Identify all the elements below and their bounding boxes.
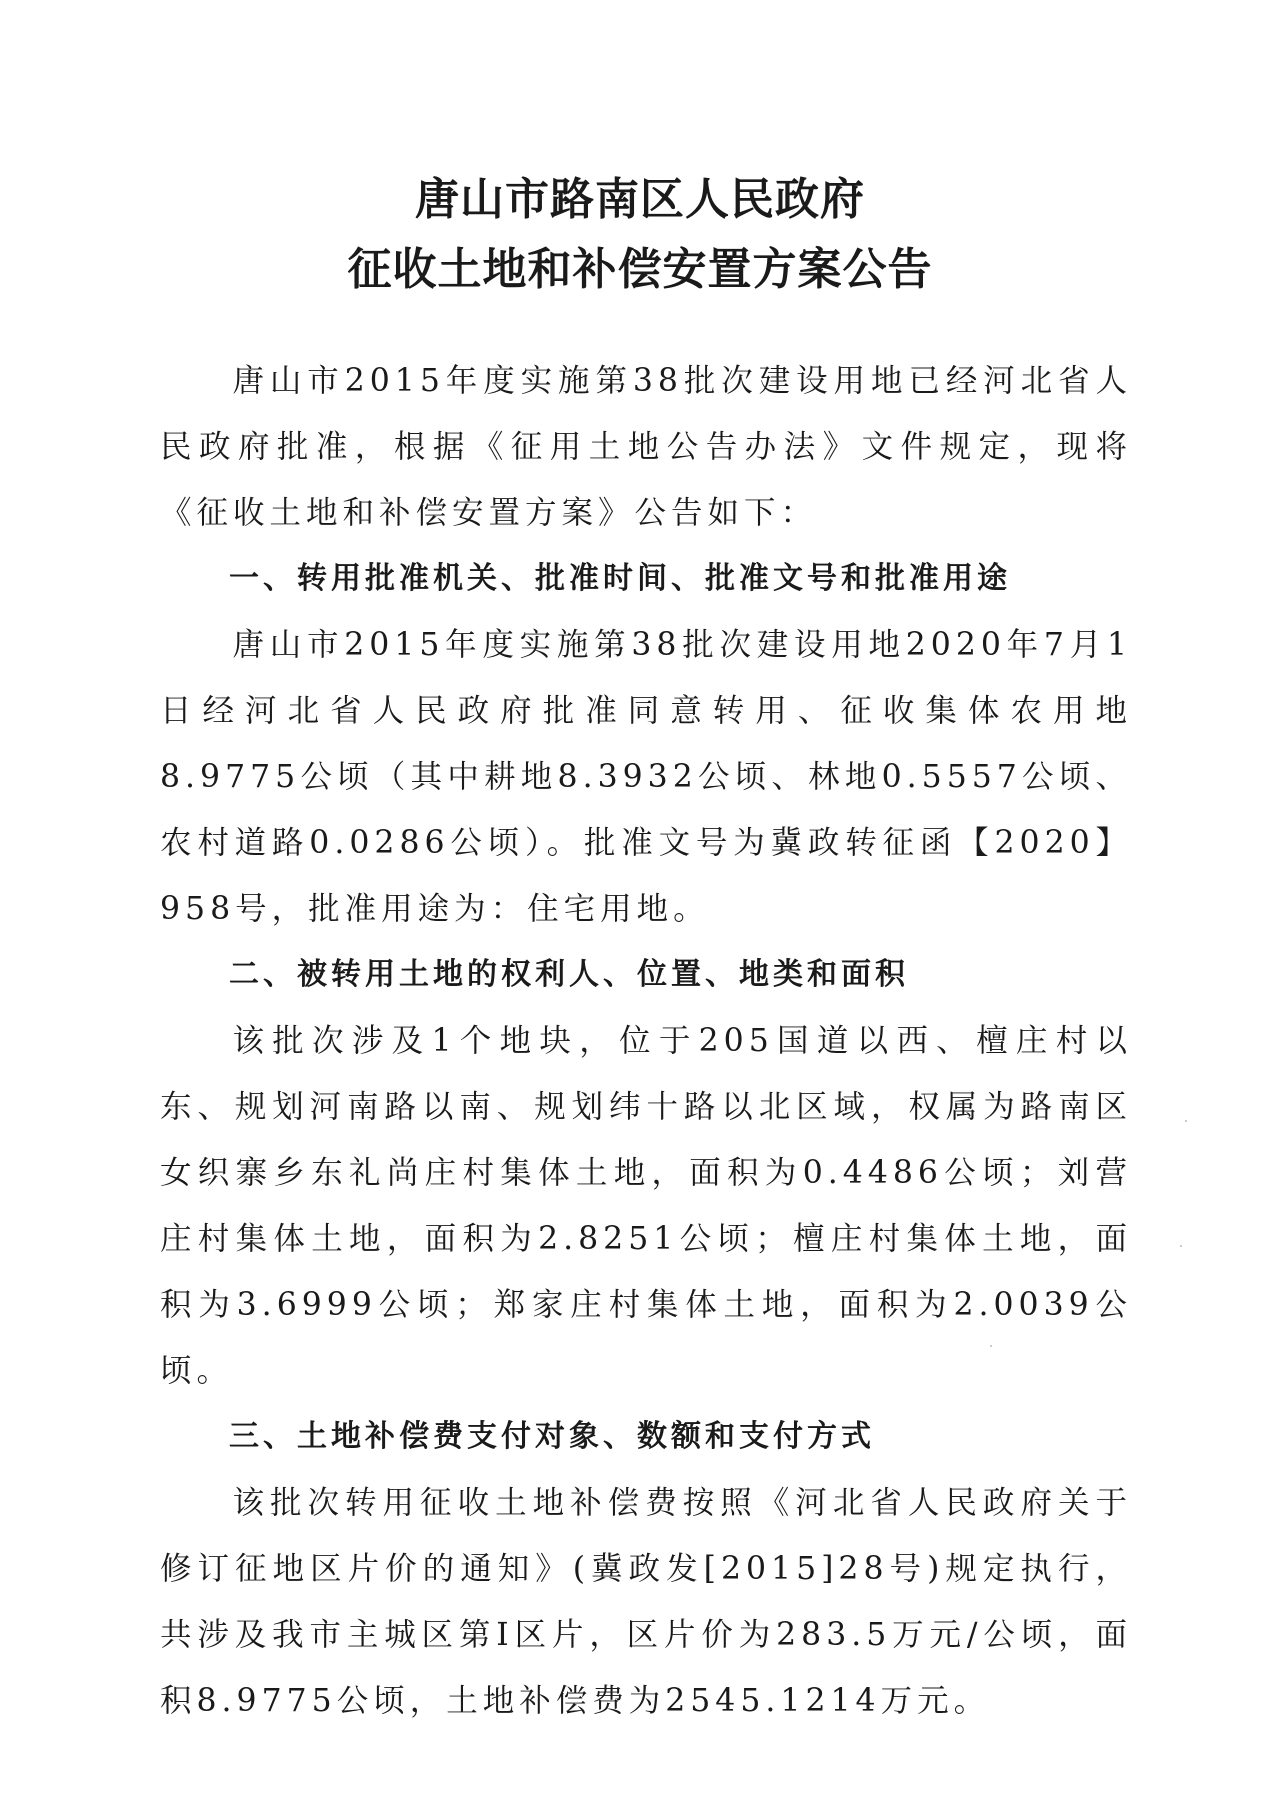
section-1-text: 唐山市2015年度实施第38批次建设用地2020年7月1日经河北省人民政府批准同意转用、征收集体农用地8.9775公顷（其中耕地8.3932公顷、林地0.5557公顷、农村道路0.0286公顷）。批准文号为冀政转征函【2020】958号，批准用途为：住宅用地。 [160,627,1132,927]
section-1-heading: 一、转用批准机关、批准时间、批准文号和批准用途 [229,561,1011,596]
document-body [160,348,1132,1734]
document-title-line-2: 征收土地和补偿安置方案公告 [347,244,933,295]
section-2-heading: 二、被转用土地的权利人、位置、地类和面积 [229,957,909,992]
scan-speck [990,1345,992,1347]
section-3-heading: 三、土地补偿费支付对象、数额和支付方式 [229,1419,875,1454]
section-3-text: 该批次转用征收土地补偿费按照《河北省人民政府关于修订征地区片价的通知》(冀政发[2015]28号)规定执行，共涉及我市主城区第Ⅰ区片，区片价为283.5万元/公顷，面积8.9775公顷，土地补偿费为2545.1214万元。 [160,1485,1132,1719]
intro-paragraph: 唐山市2015年度实施第38批次建设用地已经河北省人民政府批准，根据《征用土地公告办法》文件规定，现将《征收土地和补偿安置方案》公告如下： [160,363,1132,531]
section-2-text: 该批次涉及1个地块，位于205国道以西、檀庄村以东、规划河南路以南、规划纬十路以北区域，权属为路南区女织寨乡东礼尚庄村集体土地，面积为0.4486公顷；刘营庄村集体土地，面积为2.8251公顷；檀庄村集体土地，面积为3.6999公顷；郑家庄村集体土地，面积为2.0039公顷。 [160,1023,1132,1389]
scan-speck [1180,1245,1182,1247]
document-title-line-1: 唐山市路南区人民政府 [415,174,865,225]
scan-speck [1185,1120,1187,1122]
